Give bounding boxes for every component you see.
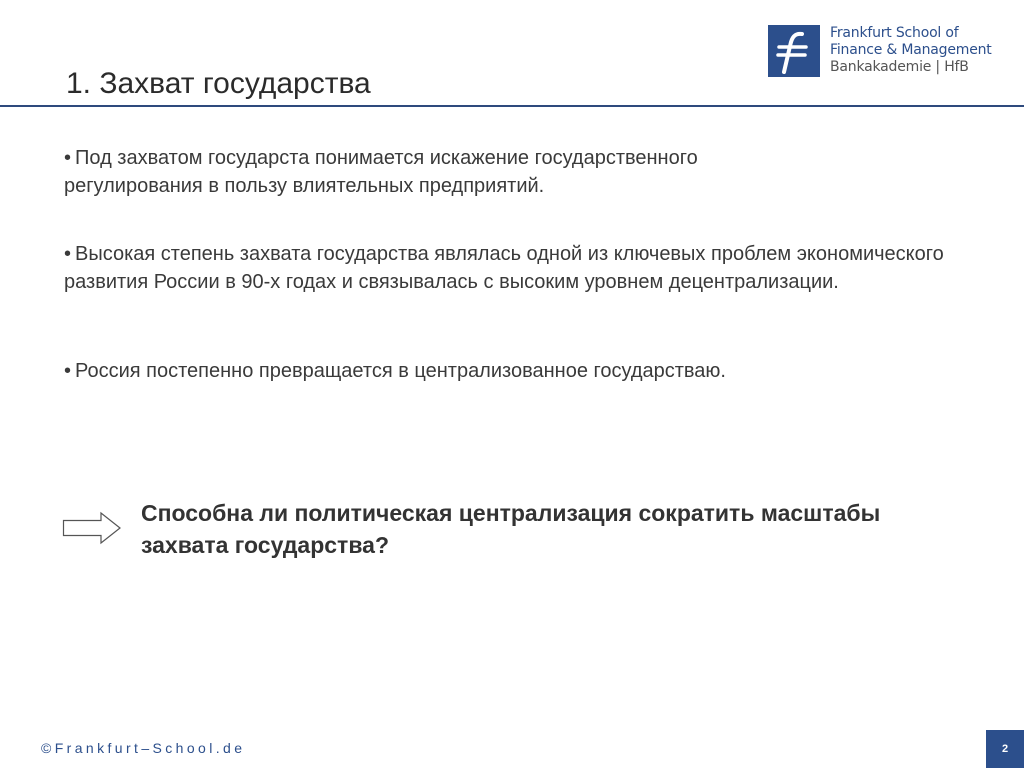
- page-number: 2: [986, 730, 1024, 768]
- right-arrow-icon: [62, 511, 122, 545]
- logo-line-2: Finance & Management: [830, 42, 992, 58]
- bullet-text: Россия постепенно превращается в централизованное государстваю.: [75, 360, 726, 382]
- logo-line-3: Bankakademie | HfB: [830, 59, 969, 75]
- question-text: Способна ли политическая централизация сократить масштабы захвата государства?: [141, 500, 881, 558]
- bullet-item: [64, 144, 824, 200]
- bullet-item: [64, 240, 944, 296]
- title-divider: [0, 105, 1024, 107]
- logo-mark-icon: [768, 25, 820, 77]
- bullet-marker: •: [64, 360, 72, 382]
- slide-title: 1. Захват государства: [66, 67, 371, 100]
- footer-copyright: ©Frankfurt–School.de: [41, 740, 246, 756]
- bullet-text: Под захватом государста понимается искажение государственного регулирования в пользу влиятельных предприятий.: [64, 147, 698, 197]
- logo-text: [830, 25, 992, 76]
- bullet-marker: •: [64, 243, 72, 265]
- bullet-marker: •: [64, 147, 72, 169]
- bullet-text: Высокая степень захвата государства являлась одной из ключевых проблем экономического развития России в 90-х годах и связывалась с высоким уровнем децентрализации.: [64, 243, 944, 293]
- frankfurt-school-logo: [768, 25, 998, 81]
- logo-line-1: Frankfurt School of: [830, 25, 959, 41]
- bullet-item: [64, 357, 944, 385]
